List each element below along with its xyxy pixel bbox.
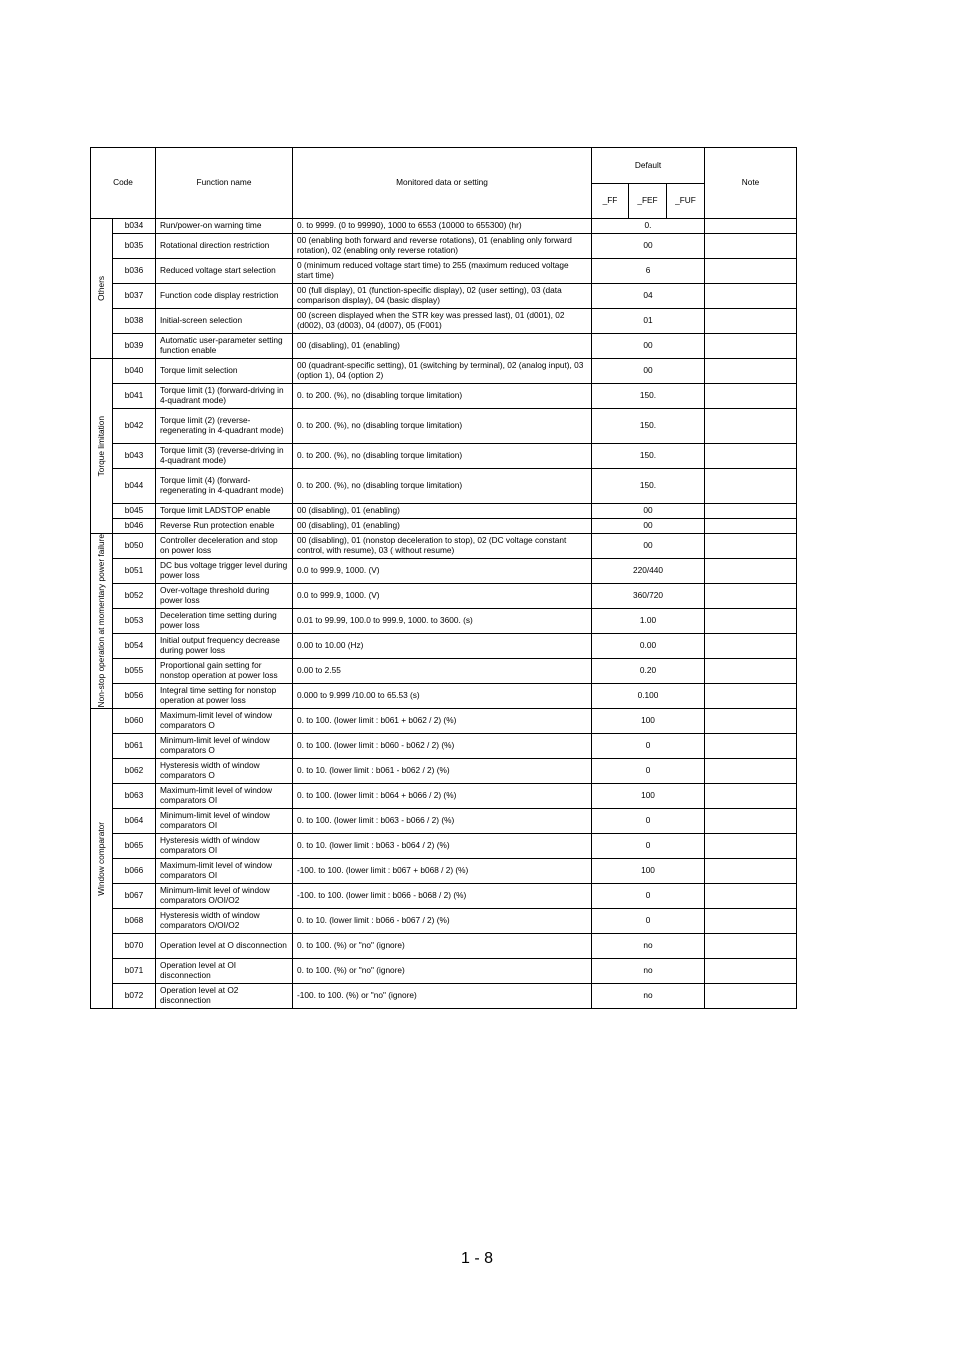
setting-cell: -100. to 100. (lower limit : b066 - b068 / 2) (%) [293, 884, 592, 909]
table-row [91, 959, 797, 984]
note-cell [705, 734, 797, 759]
default-cell: 0 [592, 884, 705, 909]
table-row [91, 534, 797, 559]
function-name-cell: Minimum-limit level of window comparators O/OI/O2 [156, 884, 293, 909]
function-name-cell: DC bus voltage trigger level during power loss [156, 559, 293, 584]
code-cell: b060 [113, 709, 156, 734]
setting-cell: 0. to 100. (lower limit : b064 + b066 / 2) (%) [293, 784, 592, 809]
setting-cell: 0. to 100. (%) or "no" (ignore) [293, 934, 592, 959]
note-cell [705, 284, 797, 309]
function-name-cell: Reverse Run protection enable [156, 519, 293, 534]
setting-cell: 00 (enabling both forward and reverse rotations), 01 (enabling only forward rotation), 02 (enabling only reverse rotation) [293, 234, 592, 259]
code-cell: b036 [113, 259, 156, 284]
note-cell [705, 859, 797, 884]
note-cell [705, 359, 797, 384]
setting-cell: 0. to 200. (%), no (disabling torque limitation) [293, 384, 592, 409]
default-cell: 01 [592, 309, 705, 334]
header-default-ff: _FF [592, 184, 629, 219]
table-row [91, 659, 797, 684]
note-cell [705, 234, 797, 259]
code-cell: b034 [113, 219, 156, 234]
function-name-cell: Torque limit (4) (forward-regenerating in 4-quadrant mode) [156, 469, 293, 504]
setting-cell: 0. to 100. (lower limit : b060 - b062 / 2) (%) [293, 734, 592, 759]
table-row [91, 834, 797, 859]
note-cell [705, 259, 797, 284]
code-cell: b035 [113, 234, 156, 259]
note-cell [705, 934, 797, 959]
setting-cell: 0. to 10. (lower limit : b066 - b067 / 2) (%) [293, 909, 592, 934]
default-cell: 0.20 [592, 659, 705, 684]
default-cell: 00 [592, 359, 705, 384]
setting-cell: 0.0 to 999.9, 1000. (V) [293, 559, 592, 584]
code-cell: b041 [113, 384, 156, 409]
note-cell [705, 884, 797, 909]
setting-cell: 0. to 200. (%), no (disabling torque limitation) [293, 444, 592, 469]
code-cell: b055 [113, 659, 156, 684]
function-name-cell: Torque limit (1) (forward-driving in 4-quadrant mode) [156, 384, 293, 409]
table-row [91, 219, 797, 234]
default-cell: 00 [592, 534, 705, 559]
default-cell: 150. [592, 384, 705, 409]
note-cell [705, 469, 797, 504]
header-function-name: Function name [156, 148, 293, 219]
table-row [91, 634, 797, 659]
header-default-fef: _FEF [629, 184, 667, 219]
note-cell [705, 684, 797, 709]
function-name-cell: Rotational direction restriction [156, 234, 293, 259]
table-row [91, 609, 797, 634]
note-cell [705, 659, 797, 684]
default-cell: 220/440 [592, 559, 705, 584]
note-cell [705, 309, 797, 334]
table-row [91, 984, 797, 1009]
group-label-cell [91, 534, 113, 709]
code-cell: b062 [113, 759, 156, 784]
default-cell: no [592, 934, 705, 959]
default-cell: 150. [592, 444, 705, 469]
setting-cell: 0.000 to 9.999 /10.00 to 65.53 (s) [293, 684, 592, 709]
code-cell: b037 [113, 284, 156, 309]
function-name-cell: Reduced voltage start selection [156, 259, 293, 284]
code-cell: b053 [113, 609, 156, 634]
default-cell: 00 [592, 234, 705, 259]
note-cell [705, 534, 797, 559]
default-cell: 0 [592, 834, 705, 859]
default-cell: 00 [592, 504, 705, 519]
note-cell [705, 634, 797, 659]
note-cell [705, 334, 797, 359]
note-cell [705, 784, 797, 809]
setting-cell: 0. to 100. (lower limit : b061 + b062 / 2) (%) [293, 709, 592, 734]
function-name-cell: Operation level at O2 disconnection [156, 984, 293, 1009]
default-cell: no [592, 984, 705, 1009]
function-name-cell: Operation level at OI disconnection [156, 959, 293, 984]
function-name-cell: Torque limit selection [156, 359, 293, 384]
table-row [91, 884, 797, 909]
default-cell: 100 [592, 709, 705, 734]
table-row [91, 784, 797, 809]
code-cell: b063 [113, 784, 156, 809]
setting-cell: 00 (disabling), 01 (enabling) [293, 519, 592, 534]
note-cell [705, 504, 797, 519]
setting-cell: 0.00 to 10.00 (Hz) [293, 634, 592, 659]
table-row [91, 859, 797, 884]
function-name-cell: Maximum-limit level of window comparators O [156, 709, 293, 734]
default-cell: no [592, 959, 705, 984]
table-row [91, 559, 797, 584]
default-cell: 0.100 [592, 684, 705, 709]
function-name-cell: Initial output frequency decrease during power loss [156, 634, 293, 659]
table-row [91, 519, 797, 534]
default-cell: 0.00 [592, 634, 705, 659]
function-name-cell: Deceleration time setting during power loss [156, 609, 293, 634]
table-row [91, 284, 797, 309]
note-cell [705, 959, 797, 984]
code-cell: b040 [113, 359, 156, 384]
function-name-cell: Minimum-limit level of window comparators O [156, 734, 293, 759]
page-number: 1 - 8 [460, 1250, 493, 1267]
code-cell: b064 [113, 809, 156, 834]
default-cell: 0 [592, 759, 705, 784]
note-cell [705, 834, 797, 859]
setting-cell: 00 (disabling), 01 (nonstop deceleration to stop), 02 (DC voltage constant control, with resume), 03 ( without resume) [293, 534, 592, 559]
default-cell: 150. [592, 469, 705, 504]
note-cell [705, 984, 797, 1009]
code-cell: b038 [113, 309, 156, 334]
function-name-cell: Function code display restriction [156, 284, 293, 309]
table-row [91, 909, 797, 934]
setting-cell: -100. to 100. (lower limit : b067 + b068 / 2) (%) [293, 859, 592, 884]
code-cell: b071 [113, 959, 156, 984]
note-cell [705, 609, 797, 634]
table-row [91, 709, 797, 734]
code-cell: b052 [113, 584, 156, 609]
group-label: Torque limitation [95, 415, 106, 477]
function-name-cell: Hysteresis width of window comparators OI [156, 834, 293, 859]
function-name-cell: Run/power-on warning time [156, 219, 293, 234]
table-row [91, 734, 797, 759]
note-cell [705, 809, 797, 834]
code-cell: b044 [113, 469, 156, 504]
function-name-cell: Torque limit LADSTOP enable [156, 504, 293, 519]
setting-cell: 0.01 to 99.99, 100.0 to 999.9, 1000. to 3600. (s) [293, 609, 592, 634]
function-name-cell: Automatic user-parameter setting function enable [156, 334, 293, 359]
setting-cell: 0 (minimum reduced voltage start time) to 255 (maximum reduced voltage start time) [293, 259, 592, 284]
setting-cell: 0. to 10. (lower limit : b061 - b062 / 2) (%) [293, 759, 592, 784]
default-cell: 0 [592, 734, 705, 759]
note-cell [705, 409, 797, 444]
group-label-cell [91, 709, 113, 1009]
code-cell: b067 [113, 884, 156, 909]
default-cell: 04 [592, 284, 705, 309]
note-cell [705, 219, 797, 234]
default-cell: 6 [592, 259, 705, 284]
table-row [91, 934, 797, 959]
setting-cell: 00 (disabling), 01 (enabling) [293, 334, 592, 359]
default-cell: 100 [592, 784, 705, 809]
setting-cell: 00 (screen displayed when the STR key was pressed last), 01 (d001), 02 (d002), 03 (d003), 04 (d007), 05 (F001) [293, 309, 592, 334]
table-row [91, 684, 797, 709]
code-cell: b050 [113, 534, 156, 559]
table-row [91, 759, 797, 784]
note-cell [705, 909, 797, 934]
function-name-cell: Proportional gain setting for nonstop operation at power loss [156, 659, 293, 684]
table-row [91, 584, 797, 609]
table-body [91, 219, 797, 1009]
setting-cell: 0.00 to 2.55 [293, 659, 592, 684]
function-name-cell: Controller deceleration and stop on power loss [156, 534, 293, 559]
function-name-cell: Over-voltage threshold during power loss [156, 584, 293, 609]
note-cell [705, 384, 797, 409]
header-monitored-data: Monitored data or setting [293, 148, 592, 219]
table-row [91, 469, 797, 504]
default-cell: 360/720 [592, 584, 705, 609]
code-cell: b056 [113, 684, 156, 709]
code-cell: b042 [113, 409, 156, 444]
function-name-cell: Initial-screen selection [156, 309, 293, 334]
table-row [91, 444, 797, 469]
table-row [91, 259, 797, 284]
table-row [91, 384, 797, 409]
function-name-cell: Minimum-limit level of window comparators OI [156, 809, 293, 834]
function-name-cell: Hysteresis width of window comparators O/OI/O2 [156, 909, 293, 934]
header-default-fuf: _FUF [667, 184, 705, 219]
function-name-cell: Hysteresis width of window comparators O [156, 759, 293, 784]
code-cell: b068 [113, 909, 156, 934]
note-cell [705, 759, 797, 784]
code-cell: b072 [113, 984, 156, 1009]
header-default: Default [592, 148, 705, 184]
setting-cell: 0. to 9999. (0 to 99990), 1000 to 6553 (10000 to 655300) (hr) [293, 219, 592, 234]
code-cell: b046 [113, 519, 156, 534]
note-cell [705, 444, 797, 469]
setting-cell: -100. to 100. (%) or "no" (ignore) [293, 984, 592, 1009]
table-row [91, 409, 797, 444]
note-cell [705, 709, 797, 734]
group-label-cell [91, 219, 113, 359]
table-row [91, 309, 797, 334]
default-cell: 00 [592, 334, 705, 359]
default-cell: 0 [592, 809, 705, 834]
function-name-cell: Integral time setting for nonstop operation at power loss [156, 684, 293, 709]
code-cell: b051 [113, 559, 156, 584]
default-cell: 00 [592, 519, 705, 534]
default-cell: 150. [592, 409, 705, 444]
function-name-cell: Torque limit (2) (reverse-regenerating in 4-quadrant mode) [156, 409, 293, 444]
setting-cell: 00 (quadrant-specific setting), 01 (switching by terminal), 02 (analog input), 03 (option 1), 04 (option 2) [293, 359, 592, 384]
function-name-cell: Maximum-limit level of window comparators OI [156, 784, 293, 809]
code-cell: b066 [113, 859, 156, 884]
table-row [91, 504, 797, 519]
default-cell: 0 [592, 909, 705, 934]
setting-cell: 0. to 200. (%), no (disabling torque limitation) [293, 409, 592, 444]
table-row [91, 234, 797, 259]
code-cell: b061 [113, 734, 156, 759]
function-name-cell: Maximum-limit level of window comparators OI [156, 859, 293, 884]
function-name-cell: Operation level at O disconnection [156, 934, 293, 959]
table-row [91, 359, 797, 384]
default-cell: 1.00 [592, 609, 705, 634]
note-cell [705, 519, 797, 534]
code-cell: b065 [113, 834, 156, 859]
setting-cell: 0. to 100. (%) or "no" (ignore) [293, 959, 592, 984]
group-label-cell [91, 359, 113, 534]
note-cell [705, 584, 797, 609]
group-label: Window comparator [95, 821, 106, 896]
header-code: Code [91, 148, 156, 219]
default-cell: 0. [592, 219, 705, 234]
code-cell: b070 [113, 934, 156, 959]
header-note: Note [705, 148, 797, 219]
default-cell: 100 [592, 859, 705, 884]
setting-cell: 0. to 10. (lower limit : b063 - b064 / 2) (%) [293, 834, 592, 859]
setting-cell: 00 (disabling), 01 (enabling) [293, 504, 592, 519]
note-cell [705, 559, 797, 584]
group-label: Others [95, 276, 106, 301]
code-cell: b045 [113, 504, 156, 519]
table-row [91, 809, 797, 834]
setting-cell: 0. to 100. (lower limit : b063 - b066 / 2) (%) [293, 809, 592, 834]
setting-cell: 0. to 200. (%), no (disabling torque limitation) [293, 469, 592, 504]
code-cell: b039 [113, 334, 156, 359]
code-cell: b043 [113, 444, 156, 469]
function-name-cell: Torque limit (3) (reverse-driving in 4-quadrant mode) [156, 444, 293, 469]
table-row [91, 334, 797, 359]
setting-cell: 00 (full display), 01 (function-specific display), 02 (user setting), 03 (data comparison display), 04 (basic display) [293, 284, 592, 309]
group-label: Non-stop operation at momentary power failure [95, 534, 106, 708]
code-cell: b054 [113, 634, 156, 659]
parameter-table [90, 147, 797, 1009]
setting-cell: 0.0 to 999.9, 1000. (V) [293, 584, 592, 609]
